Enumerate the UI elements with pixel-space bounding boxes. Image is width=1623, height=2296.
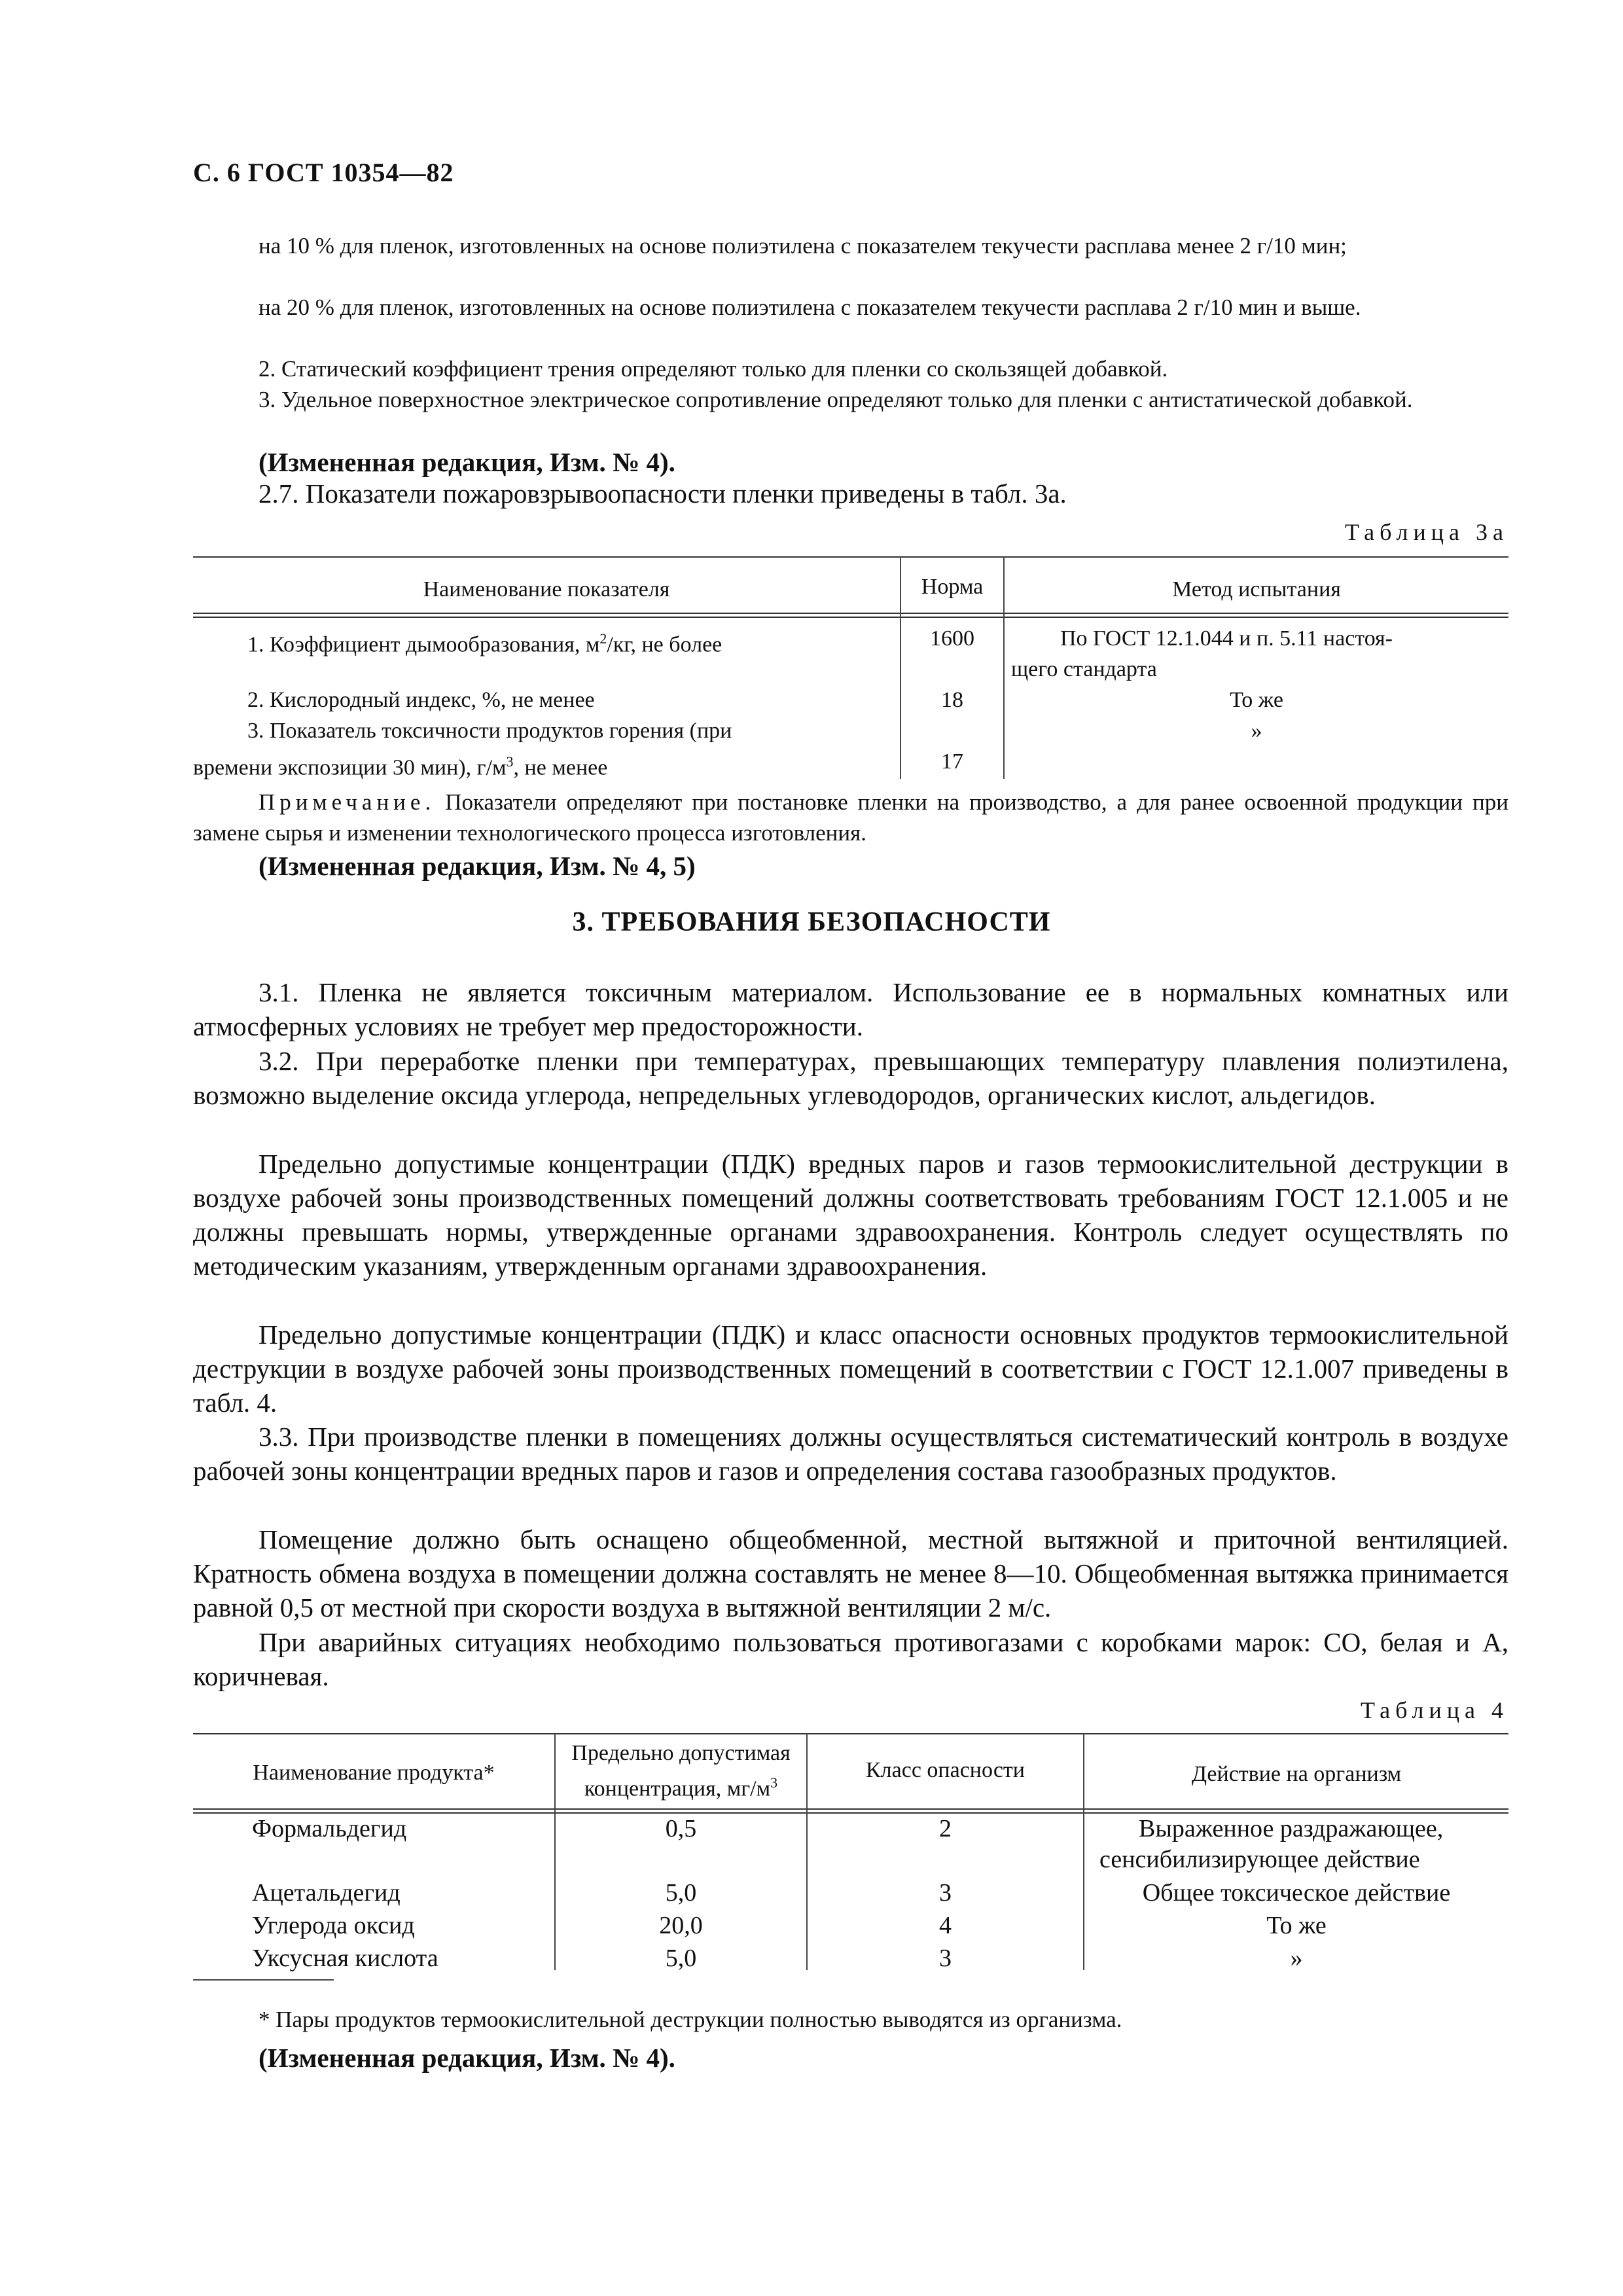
- paragraph-note-3: 3. Удельное поверхностное электрическое сопротивление определяют только для пленки с антистатической добавкой.: [259, 387, 1413, 412]
- table-3a-header-method: Метод испытания: [1172, 577, 1341, 601]
- table-4-header-pdk: Предельно допустимая концентрация, $мг/м^3$: [571, 1741, 791, 1801]
- paragraph-3-2: 3.2. При переработке пленки при температурах, превышающих температуру плавления полиэтилена, возможно выделение оксида углерода, непредельных углеводородов, органических кислот, альдегидов.: [193, 1046, 1508, 1110]
- table-4-row-3-name: Углерода оксид: [252, 1912, 415, 1939]
- amendment-note-3a: (Измененная редакция, Изм. № 4, 5): [259, 851, 696, 881]
- table-4-row-2-class: 3: [939, 1879, 952, 1907]
- table-3a-row-1-method-line-2: щего стандарта: [1011, 657, 1157, 681]
- amendment-note: (Измененная редакция, Изм. № 4).: [259, 447, 675, 477]
- table-3a-row-3-name-line-1: 3. Показатель токсичности продуктов горения (при: [247, 719, 732, 743]
- paragraph-3-2-pdk: Предельно допустимые концентрации (ПДК) вредных паров и газов термоокислительной деструкции в воздухе рабочей зоны производственных помещений должны соответствовать требованиям ГОСТ 12.1.005 и не должны превышать нормы, утвержденные органами здравоохранения. Контроль следует осуществлять по методическим указаниям, утвержденным органами здравоохранения.: [193, 1149, 1508, 1281]
- table-4-row-1-name: Формальдегид: [252, 1815, 407, 1842]
- paragraph-intro-2: на 20 % для пленок, изготовленных на основе полиэтилена с показателем текучести расплава 2 г/10 мин и выше.: [259, 295, 1361, 320]
- paragraph-3-3-ventilation: Помещение должно быть оснащено общеобменной, местной вытяжной и приточной вентиляцией. Кратность обмена воздуха в помещении должна составлять не менее 8—10. Общеобменная вытяжка принимается равной 0,5 от местной при скорости воздуха в вытяжной вентиляции 2 м/с.: [193, 1524, 1508, 1623]
- table-4-top-rule: [193, 1733, 1508, 1734]
- note-text: Показатели определяют при постановке пленки на производство, а для ранее освоенной продукции при замене сырья и изменении технологического процесса изготовления.: [193, 789, 1508, 846]
- table-3a-row-1-name: 1. Коэффициент дымообразования, $м^2/кг$, не более: [247, 630, 722, 657]
- table-3a-row-3-norm: 17: [941, 749, 963, 774]
- table-3a-header-rule-2: [193, 617, 1508, 618]
- table-3a-header-rule-1: [193, 613, 1508, 614]
- table-3a-note: [193, 787, 1508, 848]
- note-label: Примечание.: [259, 789, 436, 815]
- table-4-header-name: Наименование продукта*: [253, 1761, 495, 1785]
- paragraph-note-2: 2. Статический коэффициент трения определяют только для пленки со скользящей добавкой.: [259, 356, 1168, 382]
- table-4-row-3-class: 4: [939, 1912, 952, 1939]
- table-3a-row-2-method: То же: [1230, 688, 1283, 712]
- paragraph-3-1: 3.1. Пленка не является токсичным материалом. Использование ее в нормальных комнатных или атмосферных условиях не требует мер предосторожности.: [193, 977, 1508, 1041]
- paragraph-2-7: 2.7. Показатели пожаровзрывоопасности пленки приведены в табл. 3а.: [259, 478, 1067, 509]
- amendment-note-4: (Измененная редакция, Изм. № 4).: [259, 2043, 675, 2073]
- footnote-rule: [193, 1979, 334, 1981]
- table-4-header-effect: Действие на организм: [1191, 1762, 1402, 1786]
- table-4-row-4-pdk: 5,0: [665, 1945, 697, 1972]
- table-3a-label: Таблица 3а: [1345, 519, 1508, 545]
- paragraph-3-2-class: Предельно допустимые концентрации (ПДК) и класс опасности основных продуктов термоокислительной деструкции в воздухе рабочей зоны производственных помещений в соответствии с ГОСТ 12.1.007 приведены в табл. 4.: [193, 1319, 1508, 1418]
- table-4-row-1-effect-line-1: Выраженное раздражающее,: [1139, 1815, 1444, 1842]
- table-4-row-2-effect: Общее токсическое действие: [1142, 1879, 1451, 1907]
- table-4-label: Таблица 4: [1361, 1697, 1508, 1723]
- table-3a-row-2-name: 2. Кислородный индекс, %, не менее: [247, 688, 595, 712]
- paragraph-3-3-emergency: При аварийных ситуациях необходимо пользоваться противогазами с коробками марок: СО, белая и А, коричневая.: [193, 1627, 1508, 1691]
- table-4-row-1-effect-line-2: сенсибилизирующее действие: [1099, 1846, 1420, 1873]
- table-3a-row-1-method-line-1: По ГОСТ 12.1.044 и п. 5.11 настоя-: [1060, 626, 1393, 651]
- table-3a-header-norm: Норма: [921, 575, 984, 599]
- table-4-row-3-effect: То же: [1266, 1912, 1327, 1939]
- table-3a-header-name: Наименование показателя: [423, 577, 670, 601]
- section-title: 3. ТРЕБОВАНИЯ БЕЗОПАСНОСТИ: [572, 907, 1051, 937]
- paragraph-3-3: 3.3. При производстве пленки в помещениях должны осуществляться систематический контроль в воздухе рабочей зоны концентрации вредных паров и газов и определения состава газообразных продуктов.: [193, 1422, 1508, 1486]
- table-4-header-rule-2: [193, 1812, 1508, 1814]
- table-4-row-2-name: Ацетальдегид: [252, 1879, 401, 1907]
- table-4-header-class: Класс опасности: [866, 1758, 1025, 1782]
- table-3a-row-3-name-line-2: времени экспозиции 30 мин), $г/м^3$, не менее: [193, 753, 608, 780]
- table-4-row-1-class: 2: [939, 1815, 952, 1842]
- table-4-row-4-name: Уксусная кислота: [252, 1945, 438, 1972]
- table-4-row-3-pdk: 20,0: [659, 1912, 703, 1939]
- footnote: * Пары продуктов термоокислительной деструкции полностью выводятся из организма.: [259, 2007, 1122, 2032]
- table-4-header-rule-1: [193, 1808, 1508, 1810]
- table-3a-top-rule: [193, 556, 1508, 558]
- table-4-row-4-effect: »: [1290, 1945, 1303, 1972]
- table-3a-row-3-method: »: [1251, 719, 1262, 743]
- page-header: С. 6 ГОСТ 10354—82: [193, 158, 454, 187]
- table-4-row-4-class: 3: [939, 1945, 952, 1972]
- paragraph-intro-1: на 10 % для пленок, изготовленных на основе полиэтилена с показателем текучести расплава менее 2 г/10 мин;: [259, 233, 1347, 259]
- table-4-row-2-pdk: 5,0: [665, 1879, 697, 1907]
- table-3a-row-2-norm: 18: [941, 688, 963, 712]
- table-4-row-1-pdk: 0,5: [665, 1815, 697, 1842]
- table-3a-row-1-norm: 1600: [930, 626, 974, 651]
